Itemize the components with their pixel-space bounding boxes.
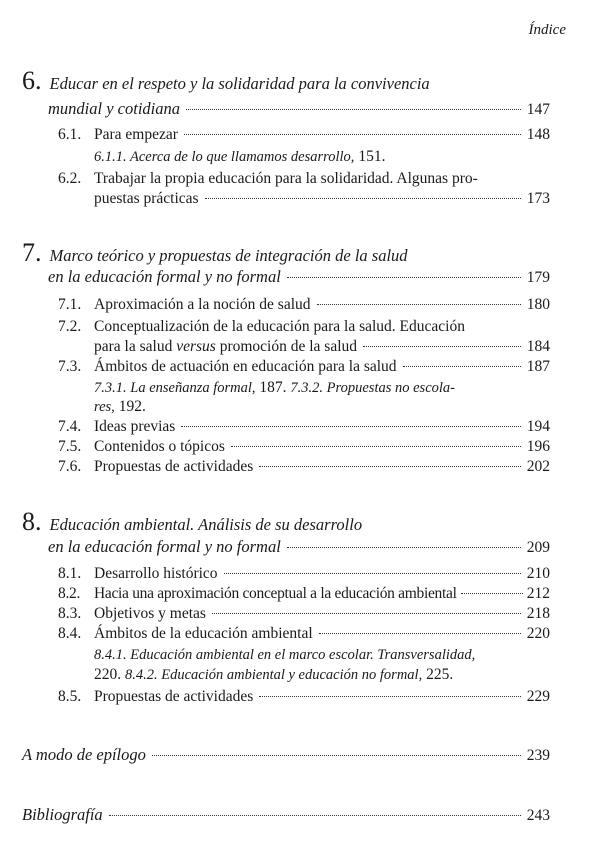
page-number: 147	[526, 101, 550, 118]
subsection-7-3-line1	[94, 379, 455, 397]
toc-entry-7-6	[58, 458, 550, 476]
dot-leader	[181, 426, 520, 427]
page-number: 243	[526, 807, 550, 824]
toc-entry-8-5	[58, 688, 550, 706]
section-title: Desarrollo histórico	[94, 565, 218, 582]
dot-leader	[184, 134, 521, 135]
section-number: 8.2.	[58, 585, 81, 602]
subsection-6-1-1	[94, 148, 385, 166]
section-number: 8.1.	[58, 565, 82, 582]
chapter-title-cont: mundial y cotidiana	[48, 99, 180, 118]
toc-entry-6-2-line1	[58, 170, 478, 188]
section-number: 6.2.	[58, 170, 82, 187]
toc-entry-epilogo	[22, 746, 550, 765]
toc-entry-7-2-line2	[94, 338, 550, 356]
chapter-7-title-line2	[48, 268, 550, 287]
section-number: 7.4.	[58, 418, 82, 435]
chapter-title: Marco teórico y propuestas de integración de la salud	[49, 246, 408, 265]
dot-leader	[317, 304, 521, 305]
toc-entry-7-2-line1	[58, 318, 465, 336]
section-title: Propuestas de actividades	[94, 458, 254, 475]
toc-entry-8-2	[58, 585, 550, 603]
subsection-title: 8.4.1. Educación ambiental en el marco escolar. Transversalidad,	[94, 647, 476, 663]
section-number: 8.3.	[58, 605, 82, 622]
dot-leader	[363, 346, 521, 347]
page-number: 173	[526, 190, 550, 207]
chapter-number: 7.	[22, 238, 42, 267]
subsection-8-4-line1	[94, 646, 475, 664]
chapter-number: 8.	[22, 507, 42, 536]
chapter-8-title-line2	[48, 538, 550, 557]
page-number: 220	[526, 625, 550, 642]
subsection-title: 8.4.2. Educación ambiental y educación no formal,	[125, 667, 423, 683]
chapter-title-cont: en la educación formal y no formal	[48, 537, 281, 556]
section-title: Aproximación a la noción de salud	[94, 296, 311, 313]
section-title-cont: promoción de la salud	[215, 338, 358, 355]
page-number: 220.	[94, 666, 125, 683]
page-number: 180	[526, 296, 550, 313]
dot-leader	[461, 593, 523, 594]
page-number: 184	[526, 338, 550, 355]
subsection-title: 7.3.2. Propuestas no escola-	[290, 380, 455, 396]
page-number: 239	[526, 747, 550, 764]
dot-leader	[231, 446, 521, 447]
toc-entry-8-3	[58, 605, 550, 623]
toc-entry-7-1	[58, 296, 550, 314]
page-number: 218	[526, 605, 550, 622]
section-number: 7.2.	[58, 318, 82, 335]
section-number: 6.1.	[58, 126, 82, 143]
dot-leader	[152, 755, 521, 756]
page-number: 209	[526, 539, 550, 556]
page-number: 192.	[114, 398, 146, 415]
section-number: 8.4.	[58, 625, 82, 642]
section-title-cont: para la salud	[94, 338, 177, 355]
subsection-7-3-line2	[94, 398, 146, 416]
section-title: Propuestas de actividades	[94, 688, 254, 705]
page-number: 179	[526, 269, 550, 286]
section-title: Objetivos y metas	[94, 605, 206, 622]
toc-entry-8-1	[58, 565, 550, 583]
page-number: 187.	[255, 379, 291, 396]
section-number: 8.5.	[58, 688, 82, 705]
page-number: 194	[526, 418, 550, 435]
running-header: Índice	[528, 22, 566, 38]
section-number: 7.1.	[58, 296, 82, 313]
chapter-7-title-line1	[22, 238, 408, 267]
page-number: 210	[526, 565, 550, 582]
toc-entry-bibliografia	[22, 806, 550, 825]
dot-leader	[212, 613, 521, 614]
chapter-8-title-line1	[22, 507, 363, 536]
toc-entry-6-1	[58, 126, 550, 144]
subsection-title: 6.1.1. Acerca de lo que llamamos desarrollo,	[94, 149, 355, 165]
toc-entry-6-2-line2	[94, 190, 550, 208]
section-title: Ideas previas	[94, 418, 176, 435]
back-matter-title: A modo de epílogo	[22, 745, 146, 764]
page-number: 187	[526, 358, 550, 375]
section-title: Hacia una aproximación conceptual a la educación ambiental	[94, 585, 457, 602]
page-number: 212	[526, 585, 550, 602]
dot-leader	[259, 696, 520, 697]
section-title: Contenidos o tópicos	[94, 438, 225, 455]
dot-leader	[319, 633, 521, 634]
chapter-6-title-line1	[22, 66, 430, 95]
dot-leader	[287, 547, 521, 548]
chapter-number: 6.	[22, 66, 42, 95]
page-number: 225.	[422, 666, 454, 683]
section-title: Ámbitos de la educación ambiental	[94, 625, 313, 642]
dot-leader	[259, 466, 520, 467]
section-title-cont: puestas prácticas	[94, 190, 199, 207]
toc-entry-7-3	[58, 358, 550, 376]
page-number: 202	[526, 458, 550, 475]
page-number: 148	[526, 126, 550, 143]
chapter-title-cont: en la educación formal y no formal	[48, 267, 281, 286]
dot-leader	[205, 198, 521, 199]
section-number: 7.5.	[58, 438, 82, 455]
page-number: 229	[526, 688, 550, 705]
back-matter-title: Bibliografía	[22, 805, 103, 824]
section-title: Para empezar	[94, 126, 178, 143]
subsection-title-cont: res,	[94, 399, 115, 415]
section-title: Trabajar la propia educación para la solidaridad. Algunas pro-	[94, 170, 478, 187]
chapter-title: Educación ambiental. Análisis de su desarrollo	[49, 515, 363, 534]
dot-leader	[224, 573, 521, 574]
section-number: 7.3.	[58, 358, 82, 375]
toc-entry-7-4	[58, 418, 550, 436]
toc-entry-8-4	[58, 625, 550, 643]
section-title: Ámbitos de actuación en educación para la salud	[94, 358, 397, 375]
section-title: Conceptualización de la educación para la salud. Educación	[94, 318, 465, 335]
chapter-title: Educar en el respeto y la solidaridad para la convivencia	[49, 74, 430, 93]
dot-leader	[109, 815, 521, 816]
subsection-8-4-line2	[94, 666, 453, 684]
dot-leader	[403, 366, 521, 367]
toc-entry-7-5	[58, 438, 550, 456]
section-number: 7.6.	[58, 458, 82, 475]
subsection-title: 7.3.1. La enseñanza formal,	[94, 380, 256, 396]
page-number: 151.	[354, 148, 386, 165]
dot-leader	[287, 277, 521, 278]
chapter-6-title-line2	[48, 100, 550, 119]
dot-leader	[186, 109, 521, 110]
page-number: 196	[526, 438, 550, 455]
section-title-italic: versus	[176, 338, 216, 355]
